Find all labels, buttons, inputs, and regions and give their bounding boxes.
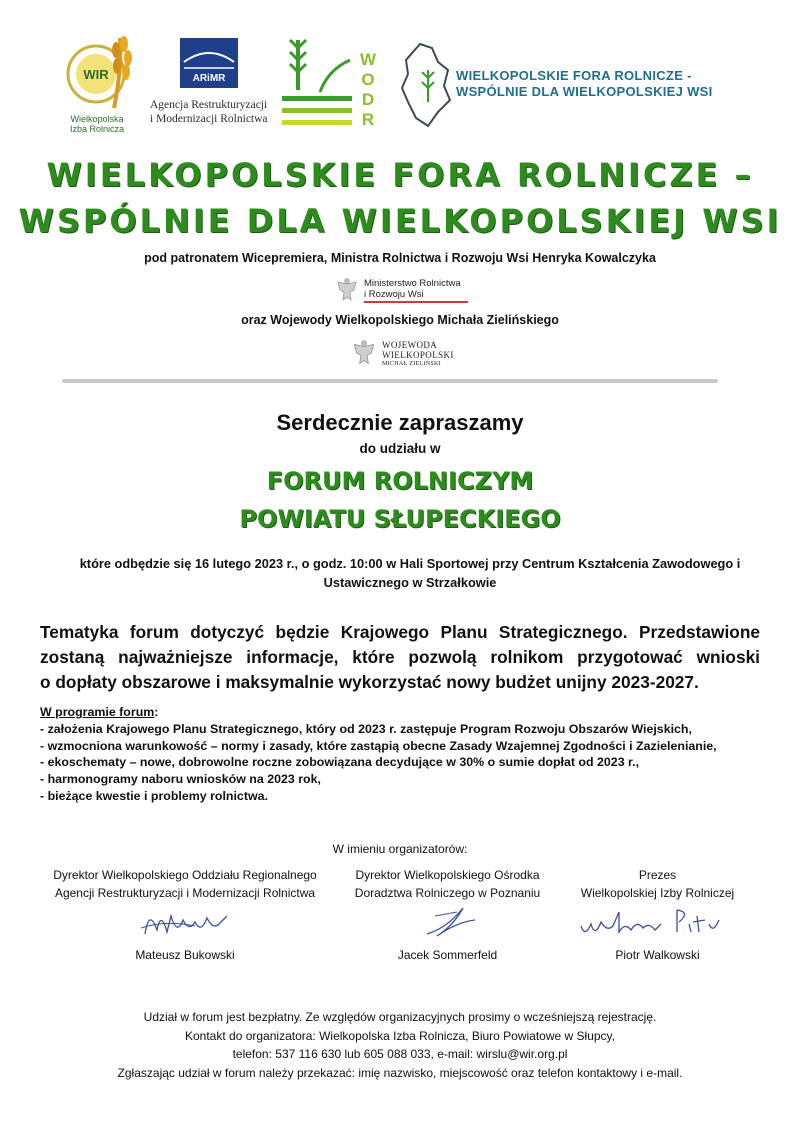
eagle-icon — [334, 276, 360, 304]
wir-caption — [62, 114, 132, 134]
signatory-position: Wielkopolskiej Izby Rolniczej — [580, 886, 735, 900]
signatory-position: Dyrektor Wielkopolskiego Oddziału Regionalnego — [53, 868, 317, 882]
wodr-letters — [360, 50, 376, 130]
forum-title-line1: FORUM ROLNICZYM — [266, 467, 534, 495]
footer-line4: Zgłaszając udział w forum należy przekazać: imię nazwisko, miejscowość oraz telefon kontaktowy i e-mail. — [117, 1065, 683, 1080]
wir-caption-line1: Wielkopolska — [70, 114, 124, 124]
ministry-caption-line1: Ministerstwo Rolnictwa — [364, 278, 461, 289]
main-title-line2: WSPÓLNIE DLA WIELKOPOLSKIEJ WSI — [18, 202, 782, 240]
list-item: - założenia Krajowego Planu Strategicznego, który od 2023 r. zastępuje Program Rozwoju Obszarów Wiejskich, — [40, 721, 692, 736]
arimr-emblem-icon — [150, 36, 270, 96]
event-details-line2: Ustawicznego w Strzałkowie — [323, 575, 497, 590]
list-item: - ekoschematy – nowe, dobrowolne roczne zobowiązana decydujące w 30% o sumie dopłat od 2023 r., — [40, 755, 640, 770]
forum-title-line2: POWIATU SŁUPECKIEGO — [239, 505, 561, 533]
voivode-caption — [382, 341, 454, 370]
signature-image — [407, 902, 487, 942]
program-list — [40, 704, 770, 805]
footer-info — [0, 1008, 800, 1082]
voivode-logo — [350, 338, 460, 368]
fora-logo — [398, 40, 758, 130]
svg-text:ARiMR: ARiMR — [192, 73, 226, 84]
signatory-position: Dyrektor Wielkopolskiego Ośrodka — [355, 868, 540, 882]
wheat-lines-icon — [280, 30, 360, 140]
wir-logo — [62, 28, 142, 143]
invitation-heading: Serdecznie zapraszamy — [276, 410, 524, 435]
organizers-label: W imieniu organizatorów: — [332, 842, 468, 856]
topic-line1: Tematyka forum dotyczyć będzie Krajowego Planu Strategicznego. Przedstawione — [40, 622, 760, 642]
footer-line2: Kontakt do organizatora: Wielkopolska Izba Rolnicza, Biuro Powiatowe w Słupcy, — [185, 1028, 615, 1043]
topic-line3: o dopłaty obszarowe i maksymalnie wykorzystać nowy budżet unijny 2023-2027. — [40, 672, 699, 692]
voivode-caption-line1: WOJEWODA — [382, 340, 438, 350]
ministry-red-line — [364, 301, 468, 303]
signatory-name: Mateusz Bukowski — [135, 948, 235, 962]
eagle-icon — [350, 338, 378, 368]
signatory-name: Jacek Sommerfeld — [397, 948, 498, 962]
arimr-logo — [150, 36, 270, 136]
fora-caption-line1: WIELKOPOLSKIE FORA ROLNICZE - — [456, 68, 692, 83]
region-map-icon — [398, 40, 454, 130]
svg-text:WIR: WIR — [83, 67, 109, 82]
voivode-caption-line2: WIELKOPOLSKI — [382, 349, 454, 360]
patronage-text: pod patronatem Wicepremiera, Ministra Rolnictwa i Rozwoju Wsi Henryka Kowalczyka — [144, 251, 656, 265]
wodr-logo — [280, 30, 380, 140]
signatory-position: Agencji Restrukturyzacji i Modernizacji Rolnictwa — [54, 886, 316, 900]
program-heading-colon: : — [154, 705, 159, 719]
wodr-letter: D — [361, 90, 375, 109]
event-details-line1: które odbędzie się 16 lutego 2023 r., o godz. 10:00 w Hali Sportowej przy Centrum Kształcenia Zawodowego i — [79, 556, 741, 571]
logo-bar — [0, 22, 800, 142]
topic-line2: zostaną najważniejsze informacje, które pozwolą rolnikom przygotować wnioski — [40, 647, 760, 667]
topic-paragraph — [40, 620, 760, 695]
wheat-circle-icon — [62, 28, 142, 118]
arimr-caption-line2: i Modernizacji Rolnictwa — [150, 113, 268, 125]
signature-image — [573, 902, 743, 942]
voivode-caption-line3: MICHAŁ ZIELIŃSKI — [382, 361, 441, 367]
wodr-letter: R — [361, 110, 375, 129]
main-title-line1: WIELKOPOLSKIE FORA ROLNICZE – — [46, 156, 754, 194]
invitation-subheading: do udziału w — [359, 441, 441, 456]
signatory-name: Piotr Walkowski — [615, 948, 700, 962]
program-heading — [40, 704, 770, 721]
list-item: - harmonogramy naboru wniosków na 2023 rok, — [40, 772, 321, 787]
list-item: - wzmocniona warunkowość – normy i zasady, które zastąpią obecne Zasady Wzajemnej Zgodności i Zazielenianie, — [40, 738, 717, 753]
arimr-caption-line1: Agencja Restrukturyzacji — [150, 99, 268, 111]
ministry-caption-line2: i Rozwoju Wsi — [364, 289, 424, 300]
ministry-caption — [364, 278, 461, 300]
main-title — [0, 152, 800, 244]
wodr-letter: O — [361, 70, 375, 89]
forum-title — [0, 462, 800, 538]
signatory-wir — [565, 866, 750, 962]
signatory-wodr — [345, 866, 550, 962]
signatory-position: Prezes — [638, 868, 677, 882]
fora-caption-line2: WSPÓLNIE DLA WIELKOPOLSKIEJ WSI — [456, 84, 713, 99]
footer-line1: Udział w forum jest bezpłatny. Ze względów organizacyjnych prosimy o wcześniejszą rejestrację. — [143, 1010, 657, 1024]
wodr-letter: W — [360, 50, 377, 69]
ministry-logo — [334, 276, 474, 306]
signatory-arimr — [40, 866, 330, 962]
footer-contact-line: telefon: 537 116 630 lub 605 088 033, e-mail: wirslu@wir.org.pl — [232, 1047, 568, 1061]
list-item: - bieżące kwestie i problemy rolnictwa. — [40, 788, 268, 803]
arimr-caption — [150, 98, 268, 126]
signatory-position: Doradztwa Rolniczego w Poznaniu — [354, 886, 541, 900]
section-divider — [62, 379, 718, 383]
wir-caption-line2: Izba Rolnicza — [69, 124, 125, 134]
signature-image — [135, 902, 245, 942]
fora-caption — [456, 68, 713, 100]
event-details — [60, 554, 760, 592]
program-heading-text: W programie forum — [40, 705, 155, 719]
voivode-text: oraz Wojewody Wielkopolskiego Michała Zielińskiego — [241, 313, 559, 327]
